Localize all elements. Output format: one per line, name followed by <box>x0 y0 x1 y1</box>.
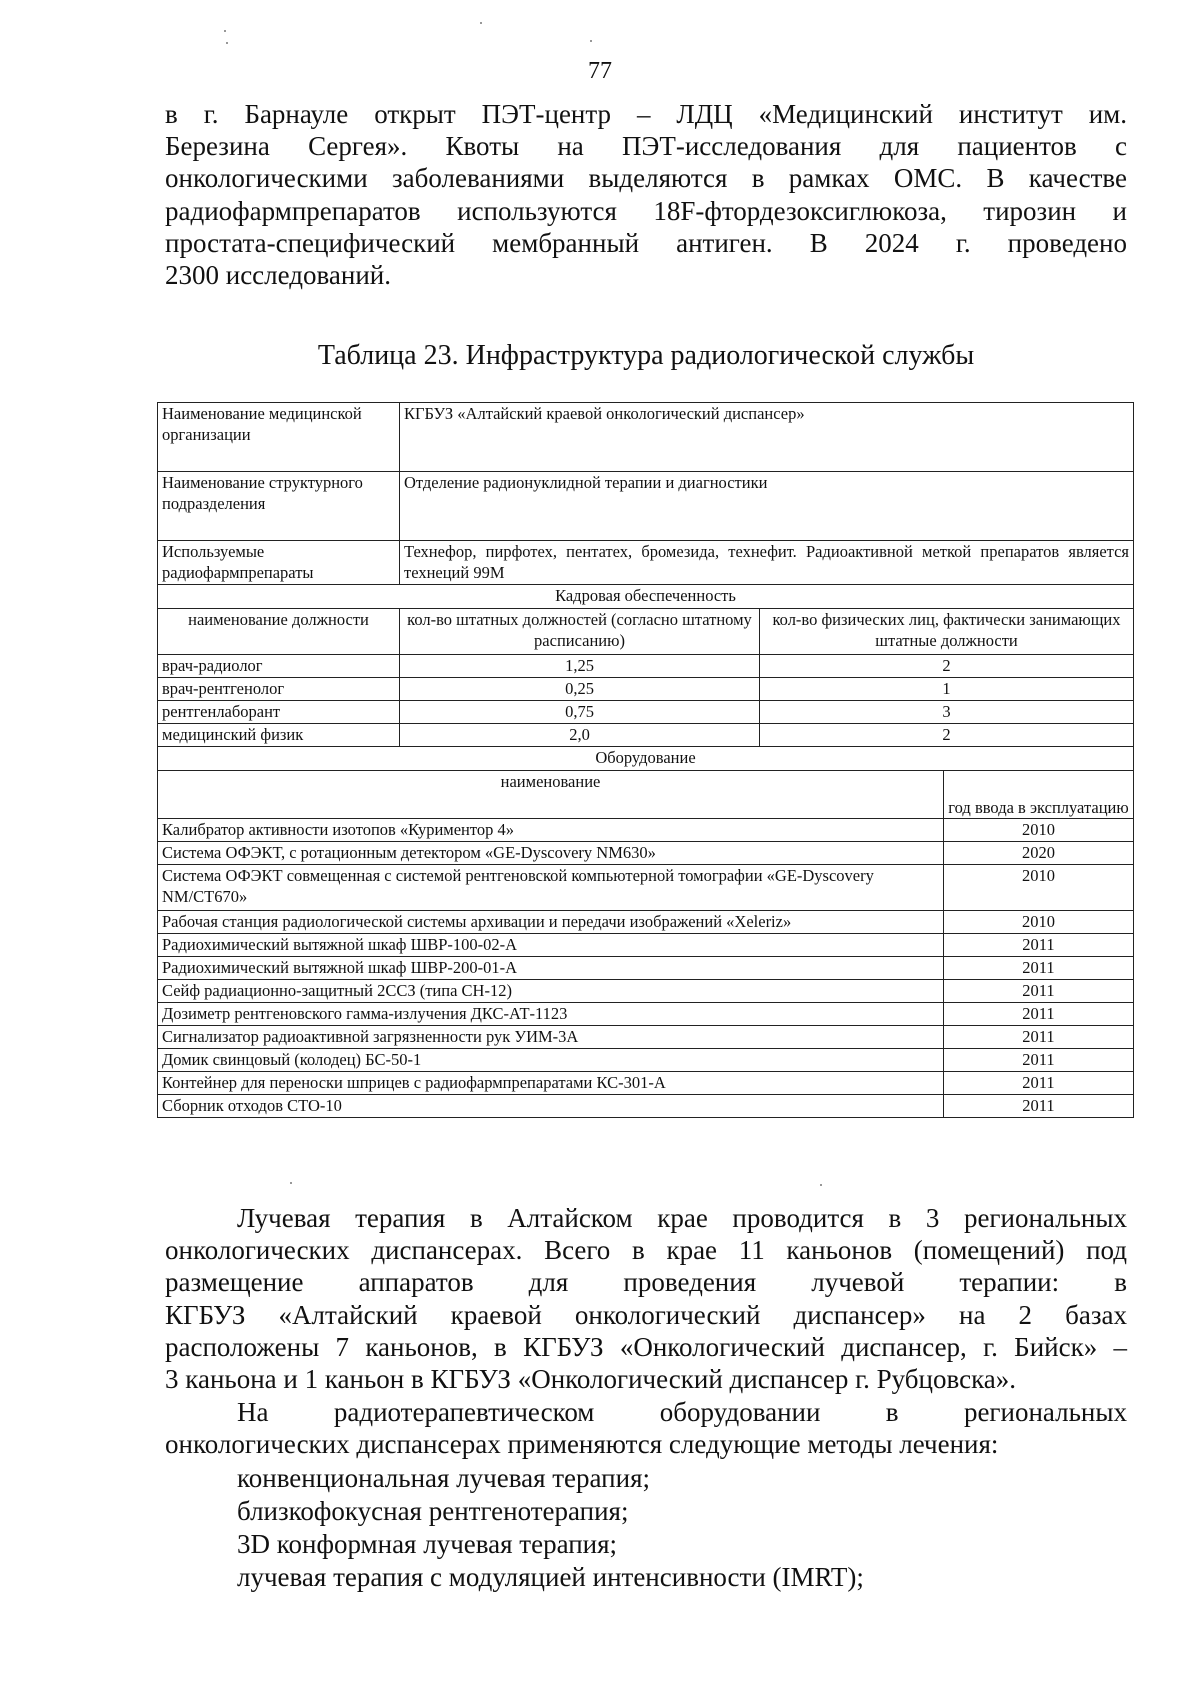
text-line: Лучевая терапия в Алтайском крае проводится в 3 региональных <box>237 1203 1127 1233</box>
scan-speck <box>226 42 228 44</box>
equipment-year: 2011 <box>944 1095 1134 1118</box>
staff-position: рентгенлаборант <box>158 701 400 724</box>
text-line: онкологических диспансерах применяются следующие методы лечения: <box>165 1429 999 1460</box>
scan-speck <box>224 30 226 32</box>
text-line: Березина Сергея». Квоты на ПЭТ-исследования для пациентов с <box>165 131 1127 162</box>
staff-row <box>158 655 1134 678</box>
equipment-name: Сейф радиационно-защитный 2ССЗ (типа СН-12) <box>158 980 944 1003</box>
staff-people: 2 <box>760 724 1134 747</box>
staff-people: 1 <box>760 678 1134 701</box>
table-caption: Таблица 23. Инфраструктура радиологической службы <box>317 340 975 371</box>
equipment-row <box>158 934 1134 957</box>
text-line: онкологическими заболеваниями выделяются в рамках ОМС. В качестве <box>165 163 1127 194</box>
staff-rate: 0,25 <box>400 678 760 701</box>
scan-speck <box>290 1182 292 1184</box>
equipment-row <box>158 911 1134 934</box>
equipment-name: Дозиметр рентгеновского гамма-излучения ДКС-АТ-1123 <box>158 1003 944 1026</box>
staff-position: врач-радиолог <box>158 655 400 678</box>
equipment-row <box>158 980 1134 1003</box>
staff-header-row <box>158 609 1134 655</box>
equipment-header-year: год ввода в эксплуатацию <box>944 771 1134 819</box>
drugs-value: Технефор, пирфотех, пентатех, бромезида, технефит. Радиоактивной меткой препаратов является технеций 99М <box>400 541 1134 585</box>
equipment-year: 2010 <box>944 865 1134 911</box>
equipment-year: 2020 <box>944 842 1134 865</box>
methods-intro-paragraph <box>165 1396 1127 1460</box>
equipment-row <box>158 957 1134 980</box>
equipment-year: 2011 <box>944 1049 1134 1072</box>
staff-position: врач-рентгенолог <box>158 678 400 701</box>
staff-header-rate: кол-во штатных должностей (согласно штатному расписанию) <box>400 609 760 655</box>
equipment-year: 2011 <box>944 1026 1134 1049</box>
list-item: 3D конформная лучевая терапия; <box>237 1529 618 1559</box>
staff-row <box>158 701 1134 724</box>
text-line: размещение аппаратов для проведения лучевой терапии: в <box>165 1267 1127 1298</box>
equipment-name: Контейнер для переноски шприцев с радиофармпрепаратами КС-301-А <box>158 1072 944 1095</box>
text-line: 2300 исследований. <box>165 260 391 291</box>
unit-label: Наименование структурного подразделения <box>158 472 400 541</box>
equipment-year: 2011 <box>944 980 1134 1003</box>
org-label: Наименование медицинской организации <box>158 403 400 472</box>
equipment-row <box>158 1049 1134 1072</box>
unit-row <box>158 472 1134 541</box>
equipment-header-name: наименование <box>158 771 944 819</box>
drugs-row <box>158 541 1134 585</box>
staff-section-title: Кадровая обеспеченность <box>158 585 1134 609</box>
staff-section-row <box>158 585 1134 609</box>
infrastructure-table <box>157 402 1134 1118</box>
staff-rate: 1,25 <box>400 655 760 678</box>
equipment-header-row <box>158 771 1134 819</box>
text-line: 3 каньона и 1 каньон в КГБУЗ «Онкологический диспансер г. Рубцовска». <box>165 1364 1017 1395</box>
equipment-name: Радиохимический вытяжной шкаф ШВР-100-02-А <box>158 934 944 957</box>
equipment-year: 2011 <box>944 1072 1134 1095</box>
equipment-name: Радиохимический вытяжной шкаф ШВР-200-01-А <box>158 957 944 980</box>
equipment-name: Калибратор активности изотопов «Куриментор 4» <box>158 819 944 842</box>
staff-header-position: наименование должности <box>158 609 400 655</box>
list-item: лучевая терапия с модуляцией интенсивности (IMRT); <box>237 1562 864 1592</box>
staff-position: медицинский физик <box>158 724 400 747</box>
page-number: 77 <box>588 58 612 84</box>
text-line: расположены 7 каньонов, в КГБУЗ «Онкологический диспансер, г. Бийск» – <box>165 1331 1127 1362</box>
staff-people: 2 <box>760 655 1134 678</box>
intro-paragraph <box>165 98 1127 291</box>
staff-row <box>158 678 1134 701</box>
staff-rate: 2,0 <box>400 724 760 747</box>
equipment-year: 2011 <box>944 934 1134 957</box>
scan-speck <box>480 22 482 24</box>
equipment-name: Сборник отходов СТО-10 <box>158 1095 944 1118</box>
equipment-year: 2011 <box>944 1003 1134 1026</box>
equipment-year: 2010 <box>944 911 1134 934</box>
text-line: На радиотерапевтическом оборудовании в региональных <box>237 1397 1127 1427</box>
org-value: КГБУЗ «Алтайский краевой онкологический диспансер» <box>400 403 1134 472</box>
text-line: радиофармпрепаратов используются 18F-фтордезоксиглюкоза, тирозин и <box>165 195 1127 226</box>
list-item: близкофокусная рентгенотерапия; <box>237 1496 629 1526</box>
equipment-row <box>158 1026 1134 1049</box>
equipment-section-row <box>158 747 1134 771</box>
scan-speck <box>590 40 592 42</box>
equipment-name: Система ОФЭКТ совмещенная с системой рентгеновской компьютерной томографии «GE-Dyscovery NM/CT670» <box>158 865 944 911</box>
staff-rate: 0,75 <box>400 701 760 724</box>
staff-header-people: кол-во физических лиц, фактически занимающих штатные должности <box>760 609 1134 655</box>
staff-row <box>158 724 1134 747</box>
equipment-name: Рабочая станция радиологической системы архивации и передачи изображений «Xeleriz» <box>158 911 944 934</box>
equipment-year: 2011 <box>944 957 1134 980</box>
radiotherapy-paragraph <box>165 1202 1127 1395</box>
equipment-name: Система ОФЭКТ, с ротационным детектором «GE-Dyscovery NM630» <box>158 842 944 865</box>
scan-speck <box>820 1184 822 1186</box>
drugs-label: Используемые радиофармпрепараты <box>158 541 400 585</box>
equipment-name: Сигнализатор радиоактивной загрязненности рук УИМ-3А <box>158 1026 944 1049</box>
equipment-row <box>158 1072 1134 1095</box>
text-line: простата-специфический мембранный антиген. В 2024 г. проведено <box>165 227 1127 258</box>
equipment-row <box>158 865 1134 911</box>
treatment-methods-list <box>237 1462 1137 1594</box>
equipment-row <box>158 819 1134 842</box>
equipment-row <box>158 842 1134 865</box>
equipment-year: 2010 <box>944 819 1134 842</box>
equipment-name: Домик свинцовый (колодец) БС-50-1 <box>158 1049 944 1072</box>
equipment-row <box>158 1003 1134 1026</box>
equipment-section-title: Оборудование <box>158 747 1134 771</box>
org-row <box>158 403 1134 472</box>
text-line: в г. Барнауле открыт ПЭТ-центр – ЛДЦ «Медицинский институт им. <box>165 99 1127 129</box>
staff-people: 3 <box>760 701 1134 724</box>
unit-value: Отделение радионуклидной терапии и диагностики <box>400 472 1134 541</box>
list-item: конвенциональная лучевая терапия; <box>237 1463 650 1493</box>
text-line: КГБУЗ «Алтайский краевой онкологический диспансер» на 2 базах <box>165 1299 1127 1330</box>
text-line: онкологических диспансерах. Всего в крае 11 каньонов (помещений) под <box>165 1235 1127 1266</box>
equipment-row <box>158 1095 1134 1118</box>
